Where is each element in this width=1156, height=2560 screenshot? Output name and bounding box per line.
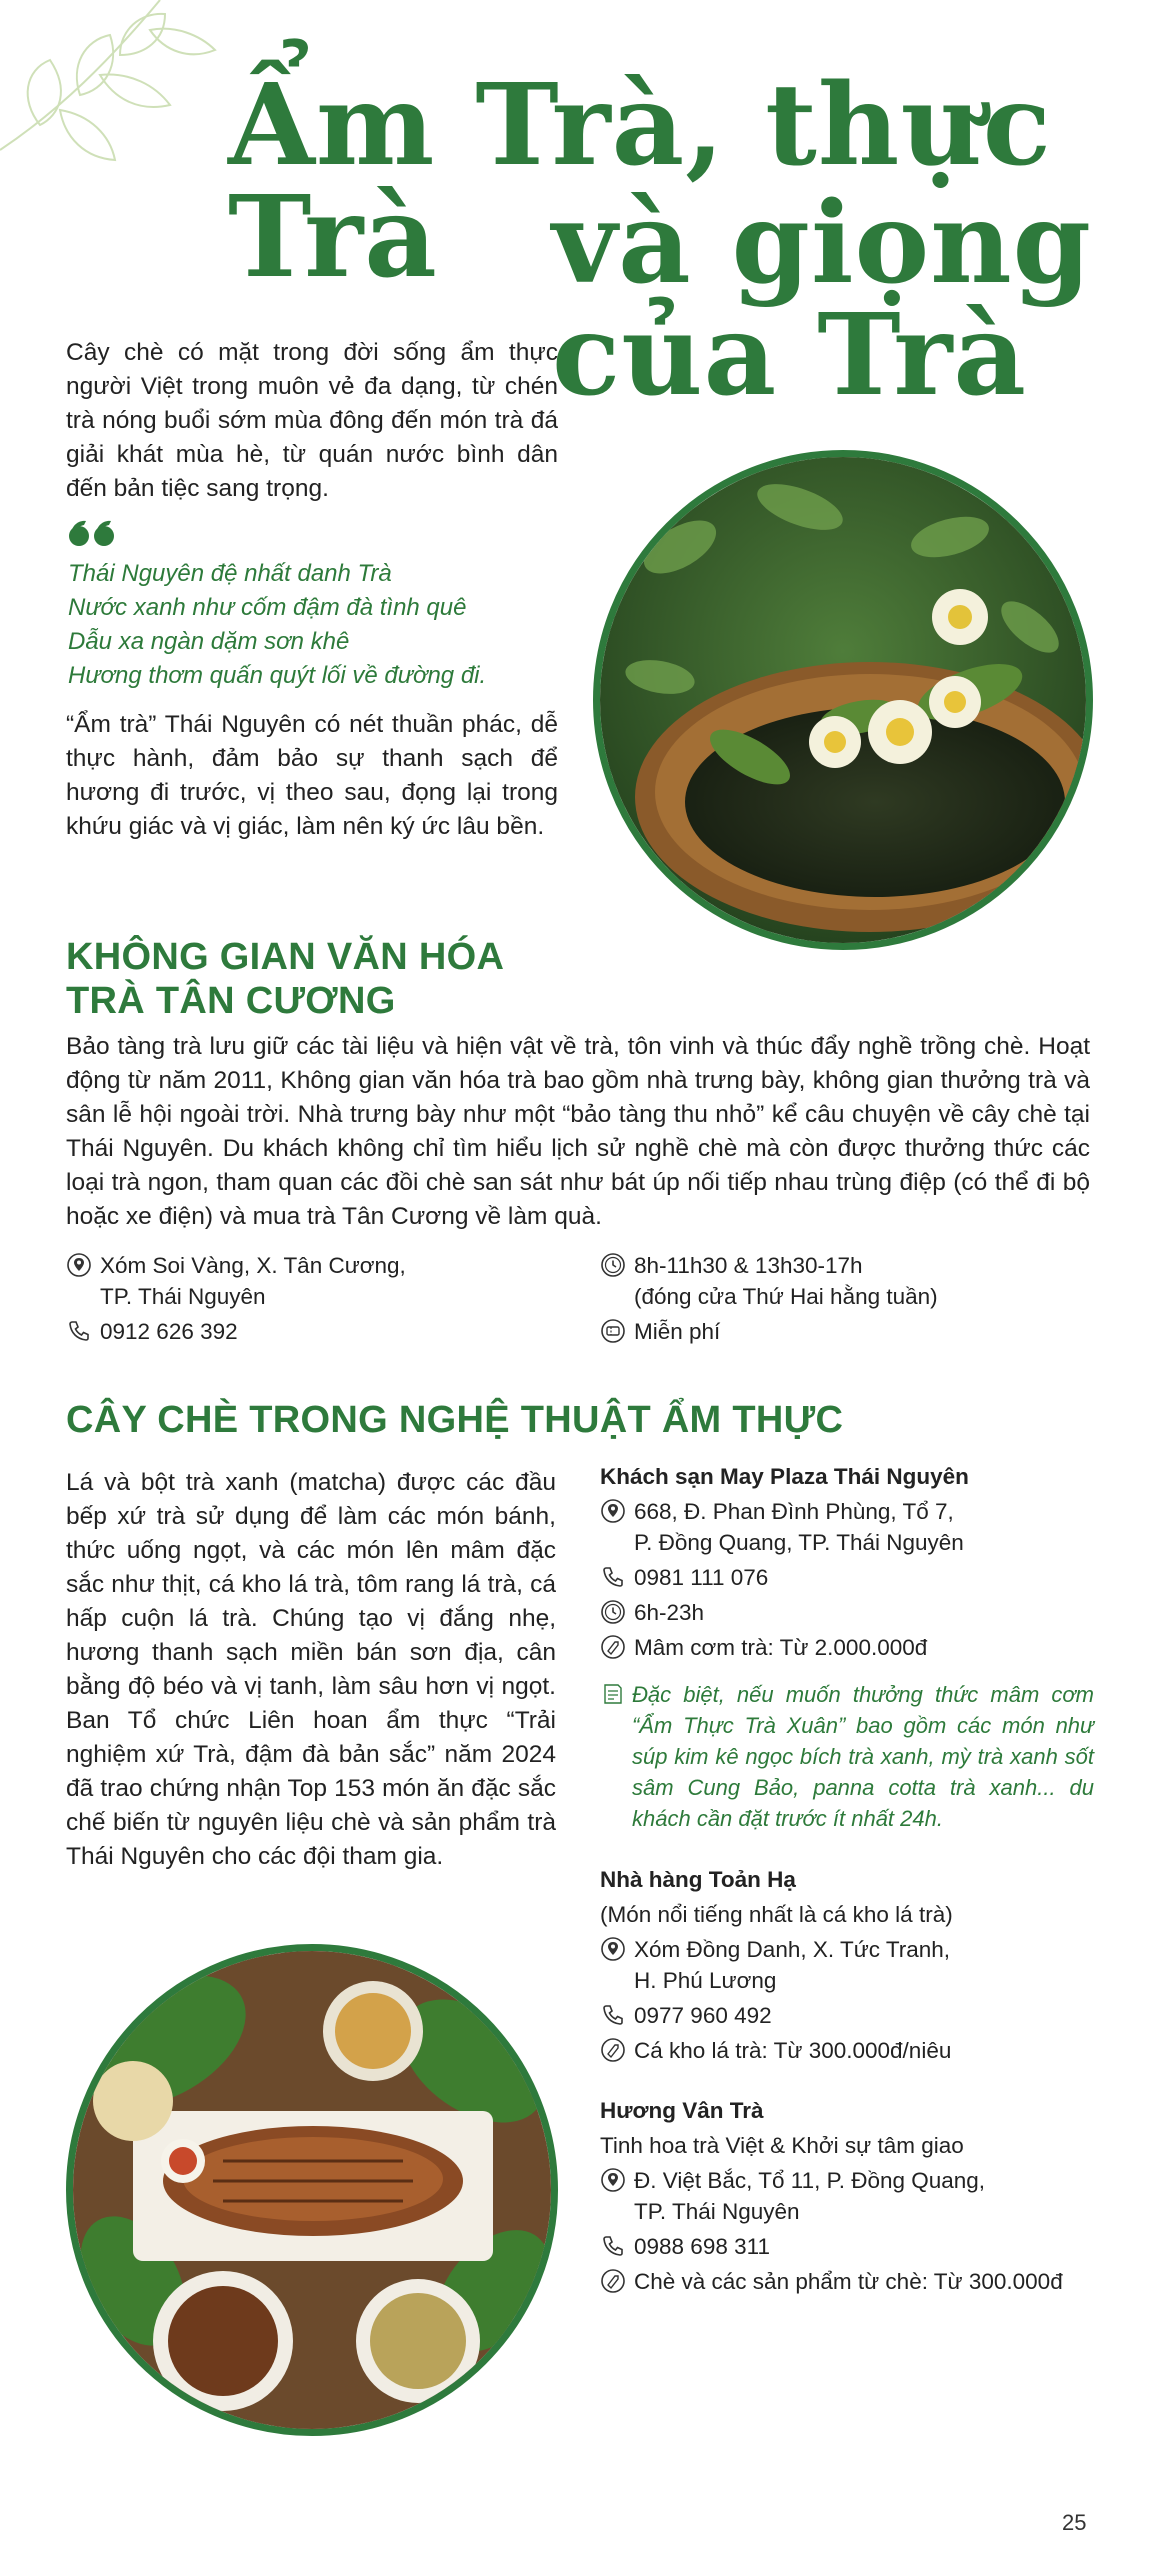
venue2-phone[interactable]: 0977 960 492 [634, 2003, 772, 2028]
price-tag-icon [600, 2037, 626, 2063]
quote-line: Hương thơm quấn quýt lối về đường đi. [68, 662, 487, 689]
page-title-line1: Ẩm Trà, thực Trà [228, 60, 1052, 303]
section1-price: Miễn phí [634, 1319, 721, 1344]
location-pin-icon [600, 1498, 626, 1524]
ticket-icon [600, 1318, 626, 1344]
venue3-address-line1: Đ. Việt Bắc, Tổ 11, P. Đồng Quang, [634, 2168, 986, 2193]
quote-icon [68, 520, 116, 548]
clock-icon [600, 1599, 626, 1625]
venue2-address-line1: Xóm Đồng Danh, X. Tức Tranh, [634, 1937, 951, 1962]
location-pin-icon [600, 2167, 626, 2193]
tea-basket-photo [593, 450, 1093, 950]
section2-body: Lá và bột trà xanh (matcha) được các đầu bếp xứ trà sử dụng để làm các món bánh, thức uống ngọt, và các món lên mâm đặc sắc như thịt, cá kho lá trà, tôm rang lá trà, cá hấp cuộn lá trà. Chúng tạo vị đắng nhẹ, hương thanh sạch miền bán sơn địa, cân bằng độ béo và vị tanh, làm sâu hơn vị ngọt. Ban Tổ chức Liên hoan ẩm thực “Trải nghiệm xứ Trà, đậm đà bản sắc” năm 2024 đã trao chứng nhận Top 153 món ăn đặc sắc chế biến từ nguyên liệu chè và sản phẩm trà Thái Nguyên cho các đội tham gia. [66, 1469, 556, 1870]
leaf-decoration [0, 0, 230, 180]
section1-heading [66, 935, 504, 1023]
venue2-subtitle: (Món nổi tiếng nhất là cá kho lá trà) [600, 1902, 953, 1927]
venue1-address-line1: 668, Đ. Phan Đình Phùng, Tổ 7, [634, 1499, 954, 1524]
note-icon [600, 1681, 626, 1707]
venue1-price: Mâm cơm trà: Từ 2.000.000đ [634, 1635, 928, 1660]
venue2-price: Cá kho lá trà: Từ 300.000đ/niêu [634, 2038, 952, 2063]
venue3-price: Chè và các sản phẩm từ chè: Từ 300.000đ [634, 2269, 1063, 2294]
venue1-address-line2: P. Đồng Quang, TP. Thái Nguyên [634, 1530, 964, 1555]
section1-info-left [66, 1250, 586, 1351]
price-tag-icon [600, 2268, 626, 2294]
location-pin-icon [66, 1252, 92, 1278]
quote-line: Nước xanh như cốm đậm đà tình quê [68, 594, 467, 621]
section1-heading-line2: TRÀ TÂN CƯƠNG [66, 980, 396, 1022]
section1-address-line2: TP. Thái Nguyên [100, 1284, 266, 1309]
quote-line: Dẫu xa ngàn dặm sơn khê [68, 628, 350, 655]
venue1 [600, 1462, 1094, 1834]
venue1-hours: 6h-23h [634, 1600, 705, 1625]
section1-address-line1: Xóm Soi Vàng, X. Tân Cương, [100, 1253, 406, 1278]
tea-cuisine-photo [66, 1944, 558, 2436]
venue3-name: Hương Vân Trà [600, 2098, 764, 2123]
quote-line: Thái Nguyên đệ nhất danh Trà [68, 560, 392, 587]
phone-icon [600, 2002, 626, 2028]
phone-icon [66, 1318, 92, 1344]
section1-hours-line2: (đóng cửa Thứ Hai hằng tuần) [634, 1284, 938, 1309]
section1-heading-line1: KHÔNG GIAN VĂN HÓA [66, 936, 505, 978]
page-number: 25 [1062, 2510, 1087, 2535]
venue1-phone[interactable]: 0981 111 076 [634, 1565, 769, 1590]
intro-paragraph-2: “Ẩm trà” Thái Nguyên có nét thuần phác, dễ thực hành, đảm bảo sự thanh sạch để hương đi trước, vị theo sau, đọng lại trong khứu giác và vị giác, làm nên ký ức lâu bền. [66, 711, 558, 840]
intro-paragraph: Cây chè có mặt trong đời sống ẩm thực người Việt trong muôn vẻ đa dạng, từ chén trà nóng buổi sớm mùa đông đến món trà đá giải khát mùa hè, từ quán nước bình dân đến bản tiệc sang trọng. [66, 339, 558, 502]
intro-quote [68, 557, 568, 693]
location-pin-icon [600, 1936, 626, 1962]
section1-body: Bảo tàng trà lưu giữ các tài liệu và hiện vật về trà, tôn vinh và thúc đẩy nghề trồng chè. Hoạt động từ năm 2011, Không gian văn hóa trà bao gồm nhà trưng bày, không gian thưởng trà và sân lễ hội ngoài trời. Nhà trưng bày như một “bảo tàng thu nhỏ” kể câu chuyện về cây chè tại Thái Nguyên. Du khách không chỉ tìm hiểu lịch sử nghề chè mà còn được thưởng thức các loại trà ngon, tham quan các đồi chè san sát như bát úp nối tiếp nhau trùng điệp (có thể đi bộ hoặc xe điện) và mua trà Tân Cương về làm quà. [66, 1033, 1090, 1230]
section1-info-right [600, 1250, 1090, 1351]
venue3-phone[interactable]: 0988 698 311 [634, 2234, 770, 2259]
venue2 [600, 1865, 1094, 2070]
venue2-address-line2: H. Phú Lương [634, 1968, 777, 1993]
phone-icon [600, 2233, 626, 2259]
price-tag-icon [600, 1634, 626, 1660]
venue3-subtitle: Tinh hoa trà Việt & Khởi sự tâm giao [600, 2133, 964, 2158]
venue1-note: Đặc biệt, nếu muốn thưởng thức mâm cơm “Ẩm Thực Trà Xuân” bao gồm các món như súp kim kê ngọc bích trà xanh, mỳ trà xanh sốt sâm Cung Bảo, panna cotta trà xanh... du khách cần đặt trước ít nhất 24h. [632, 1682, 1094, 1831]
section2-heading: CÂY CHÈ TRONG NGHỆ THUẬT ẨM THỰC [66, 1399, 844, 1441]
venue1-name: Khách sạn May Plaza Thái Nguyên [600, 1464, 969, 1489]
section1-phone[interactable]: 0912 626 392 [100, 1319, 238, 1344]
venue3-address-line2: TP. Thái Nguyên [634, 2199, 800, 2224]
venue2-name: Nhà hàng Toản Hạ [600, 1867, 796, 1892]
venue3 [600, 2096, 1094, 2301]
clock-icon [600, 1252, 626, 1278]
section1-hours-line1: 8h-11h30 & 13h30-17h [634, 1253, 863, 1278]
page-title-line2: và giọng của Trà [552, 178, 1092, 421]
phone-icon [600, 1564, 626, 1590]
